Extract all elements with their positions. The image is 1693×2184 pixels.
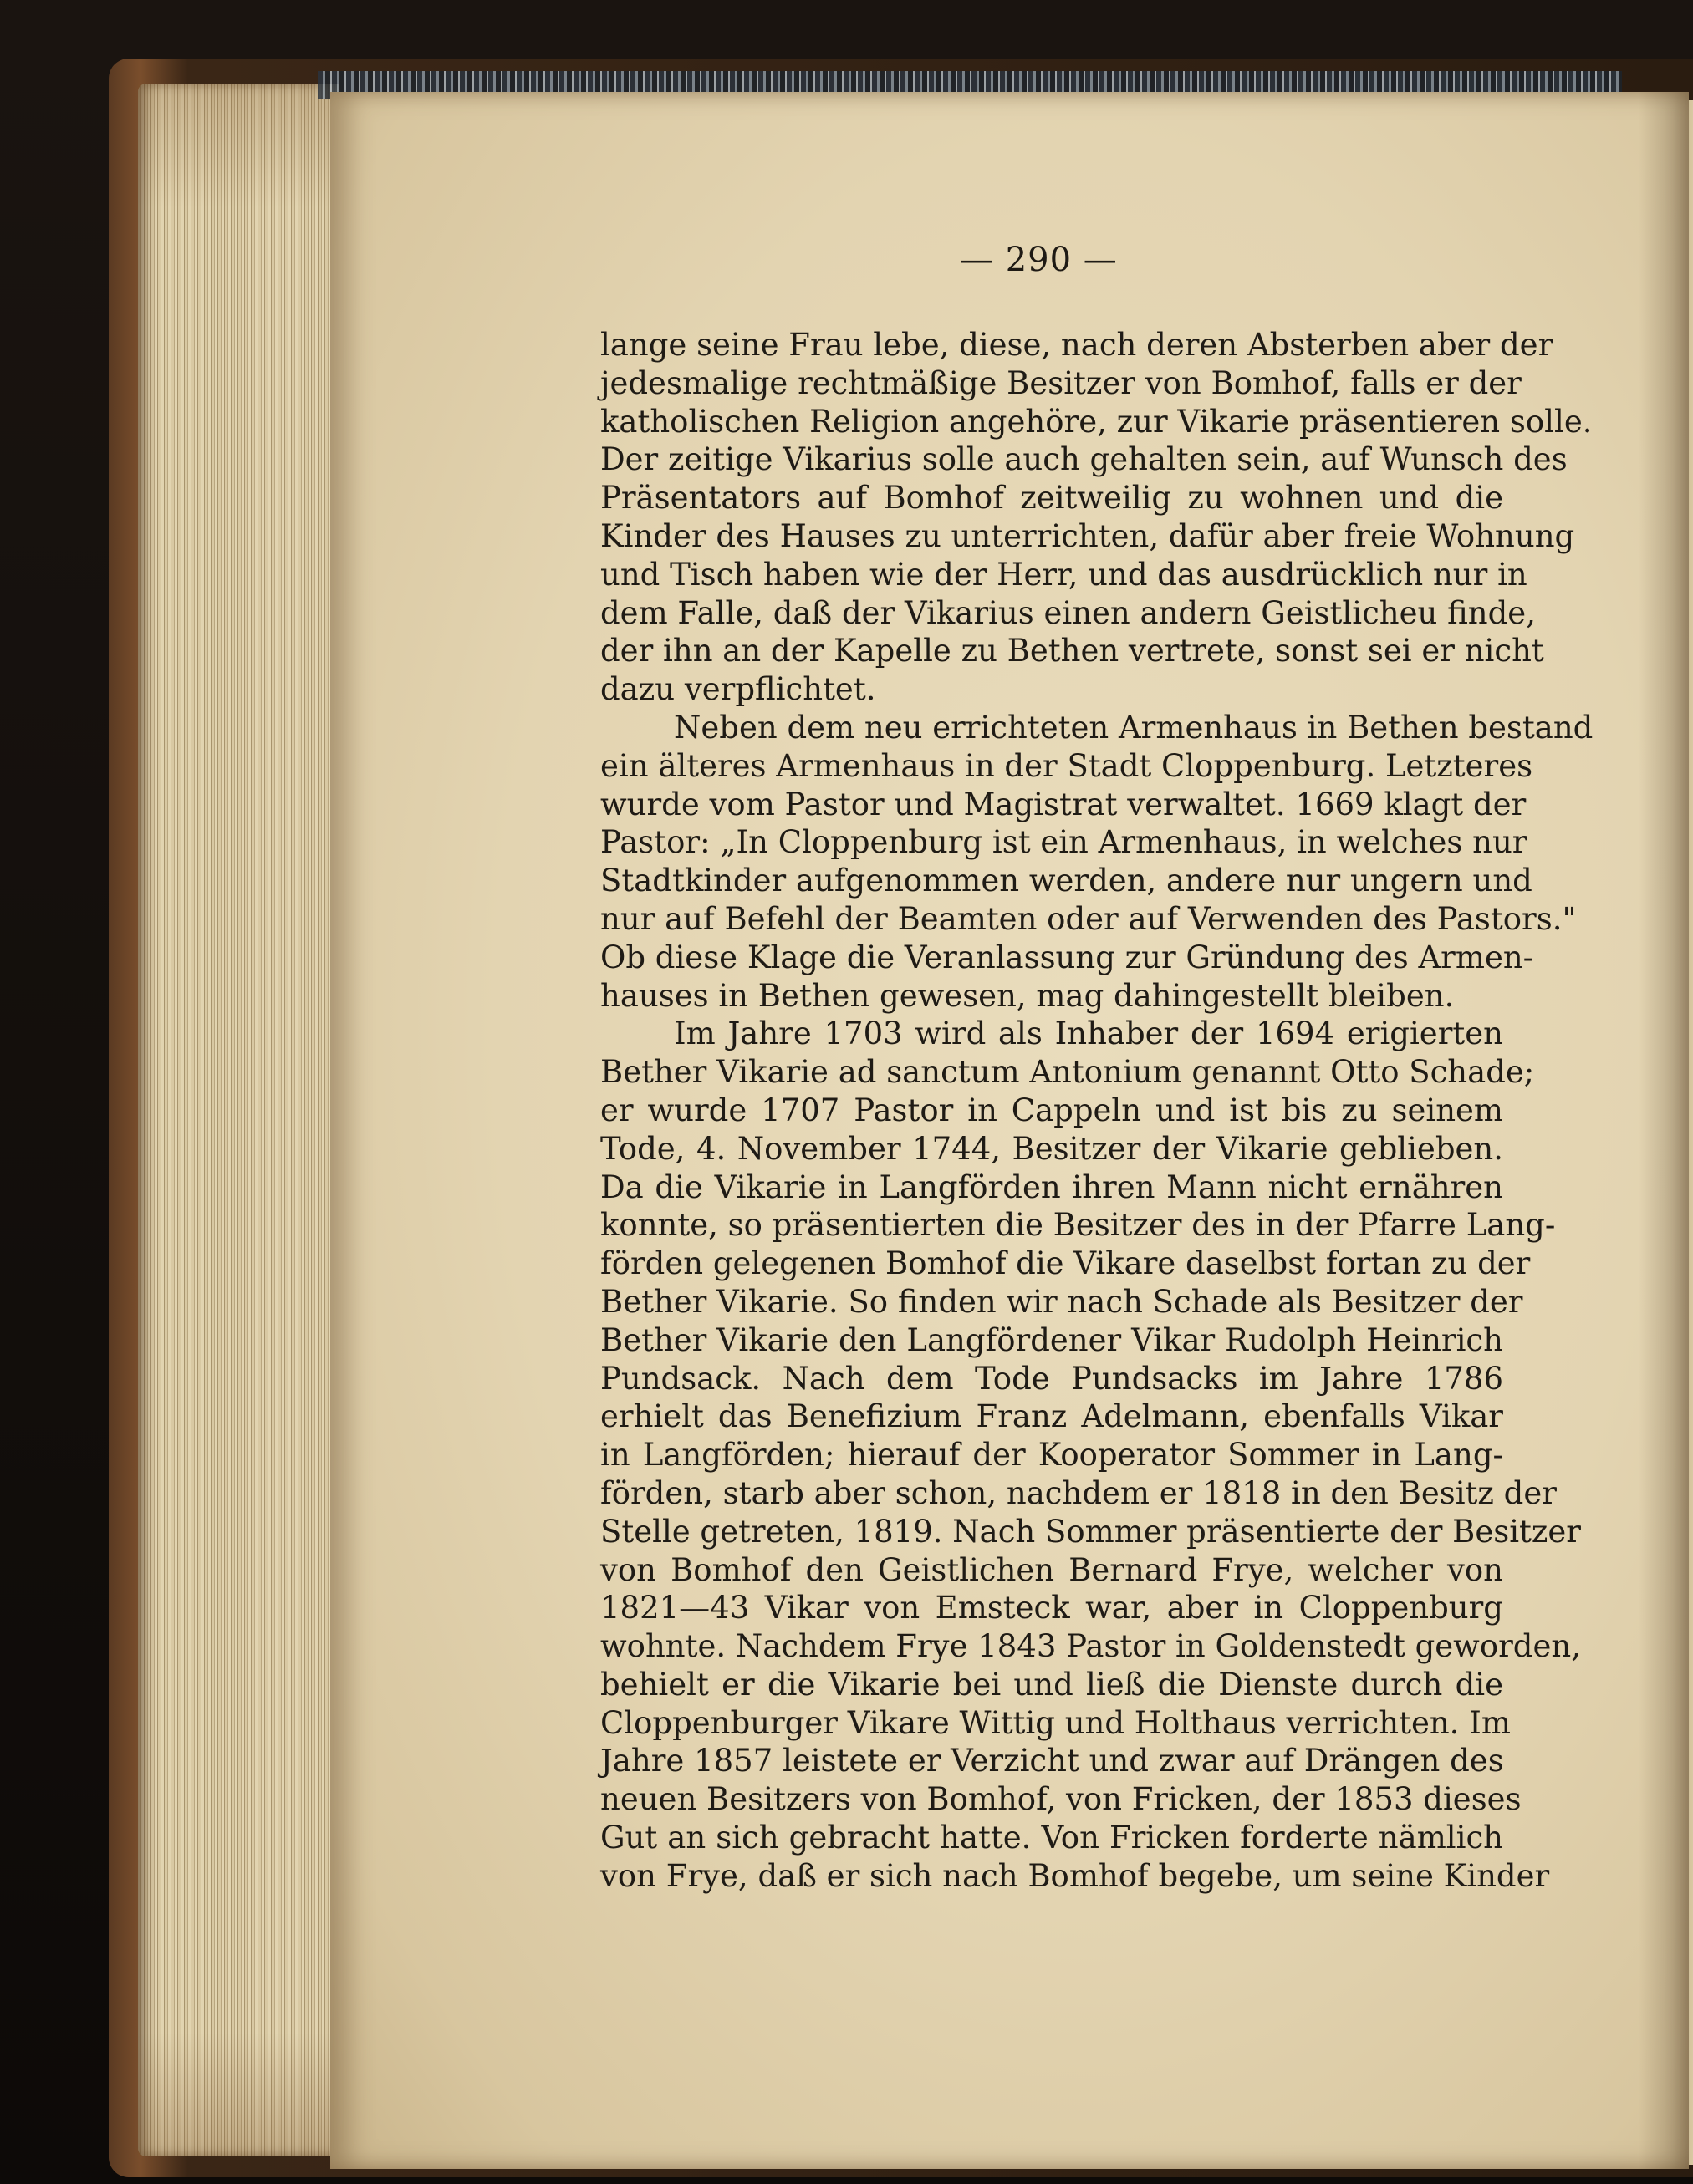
- text-line: Tode, 4. November 1744, Besitzer der Vikarie geblieben.: [600, 1130, 1503, 1167]
- text-line: Cloppenburger Vikare Wittig und Holthaus verrichten. Im: [600, 1704, 1511, 1741]
- text-line: wurde vom Pastor und Magistrat verwaltet. 1669 klagt der: [600, 786, 1527, 822]
- text-line: von Frye, daß er sich nach Bomhof begebe, um seine Kinder: [600, 1857, 1550, 1894]
- text-line: Jahre 1857 leistete er Verzicht und zwar auf Drängen des: [600, 1743, 1504, 1779]
- text-line: Der zeitige Vikarius solle auch gehalten sein, auf Wunsch des: [600, 441, 1568, 478]
- text-line: Bether Vikarie ad sanctum Antonium genannt Otto Schade;: [600, 1054, 1535, 1091]
- text-line: Da die Vikarie in Langförden ihren Mann nicht ernähren: [600, 1168, 1503, 1205]
- text-line: Stadtkinder aufgenommen werden, andere nur ungern und: [600, 863, 1532, 899]
- text-line: katholischen Religion angehöre, zur Vikarie präsentieren solle.: [600, 403, 1593, 440]
- text-line: wohnte. Nachdem Frye 1843 Pastor in Goldenstedt geworden,: [600, 1628, 1581, 1665]
- text-line: er wurde 1707 Pastor in Cappeln und ist bis zu seinem: [600, 1092, 1503, 1128]
- text-line: nur auf Befehl der Beamten oder auf Verwenden des Pastors.": [600, 900, 1577, 937]
- text-line: Im Jahre 1703 wird als Inhaber der 1694 erigierten: [674, 1016, 1503, 1052]
- page-number: — 290 —: [960, 241, 1118, 279]
- text-line: behielt er die Vikarie bei und ließ die Dienste durch die: [600, 1666, 1503, 1703]
- text-line: dazu verpflichtet.: [600, 671, 876, 708]
- text-line: dem Falle, daß der Vikarius einen andern Geistlicheu finde,: [600, 594, 1536, 631]
- text-line: Kinder des Hauses zu unterrichten, dafür aber freie Wohnung: [600, 517, 1575, 554]
- text-line: erhielt das Benefizium Franz Adelmann, ebenfalls Vikar: [600, 1398, 1503, 1435]
- text-line: Pastor: „In Cloppenburg ist ein Armenhaus, in welches nur: [600, 824, 1527, 861]
- text-line: Pundsack. Nach dem Tode Pundsacks im Jahre 1786: [600, 1360, 1503, 1397]
- text-line: von Bomhof den Geistlichen Bernard Frye, welcher von: [600, 1551, 1503, 1588]
- text-line: und Tisch haben wie der Herr, und das ausdrücklich nur in: [600, 556, 1527, 593]
- body-text: [600, 326, 1594, 1896]
- text-line: der ihn an der Kapelle zu Bethen vertrete, sonst sei er nicht: [600, 633, 1544, 669]
- text-line: jedesmalige rechtmäßige Besitzer von Bomhof, falls er der: [600, 364, 1522, 401]
- text-line: Bether Vikarie den Langfördener Vikar Rudolph Heinrich: [600, 1321, 1503, 1358]
- text-line: in Langförden; hierauf der Kooperator Sommer in Lang-: [600, 1437, 1503, 1474]
- text-line: förden, starb aber schon, nachdem er 1818 in den Besitz der: [600, 1474, 1557, 1511]
- page-edges: [138, 84, 339, 2156]
- text-line: Stelle getreten, 1819. Nach Sommer präsentierte der Besitzer: [600, 1513, 1581, 1550]
- text-line: lange seine Frau lebe, diese, nach deren Absterben aber der: [600, 327, 1553, 363]
- text-line: förden gelegenen Bomhof die Vikare daselbst fortan zu der: [600, 1245, 1531, 1282]
- text-line: konnte, so präsentierten die Besitzer des in der Pfarre Lang-: [600, 1207, 1556, 1244]
- text-line: ein älteres Armenhaus in der Stadt Cloppenburg. Letzteres: [600, 747, 1533, 784]
- text-line: neuen Besitzers von Bomhof, von Fricken, der 1853 dieses: [600, 1781, 1522, 1818]
- text-line: Gut an sich gebracht hatte. Von Fricken forderte nämlich: [600, 1820, 1503, 1856]
- text-line: Neben dem neu errichteten Armenhaus in Bethen bestand: [674, 709, 1594, 746]
- text-line: Ob diese Klage die Veranlassung zur Gründung des Armen-: [600, 939, 1534, 975]
- text-line: Bether Vikarie. So finden wir nach Schade als Besitzer der: [600, 1283, 1523, 1320]
- text-line: Präsentators auf Bomhof zeitweilig zu wohnen und die: [600, 480, 1503, 517]
- text-line: 1821—43 Vikar von Emsteck war, aber in Cloppenburg: [600, 1590, 1503, 1627]
- text-line: hauses in Bethen gewesen, mag dahingestellt bleiben.: [600, 977, 1455, 1014]
